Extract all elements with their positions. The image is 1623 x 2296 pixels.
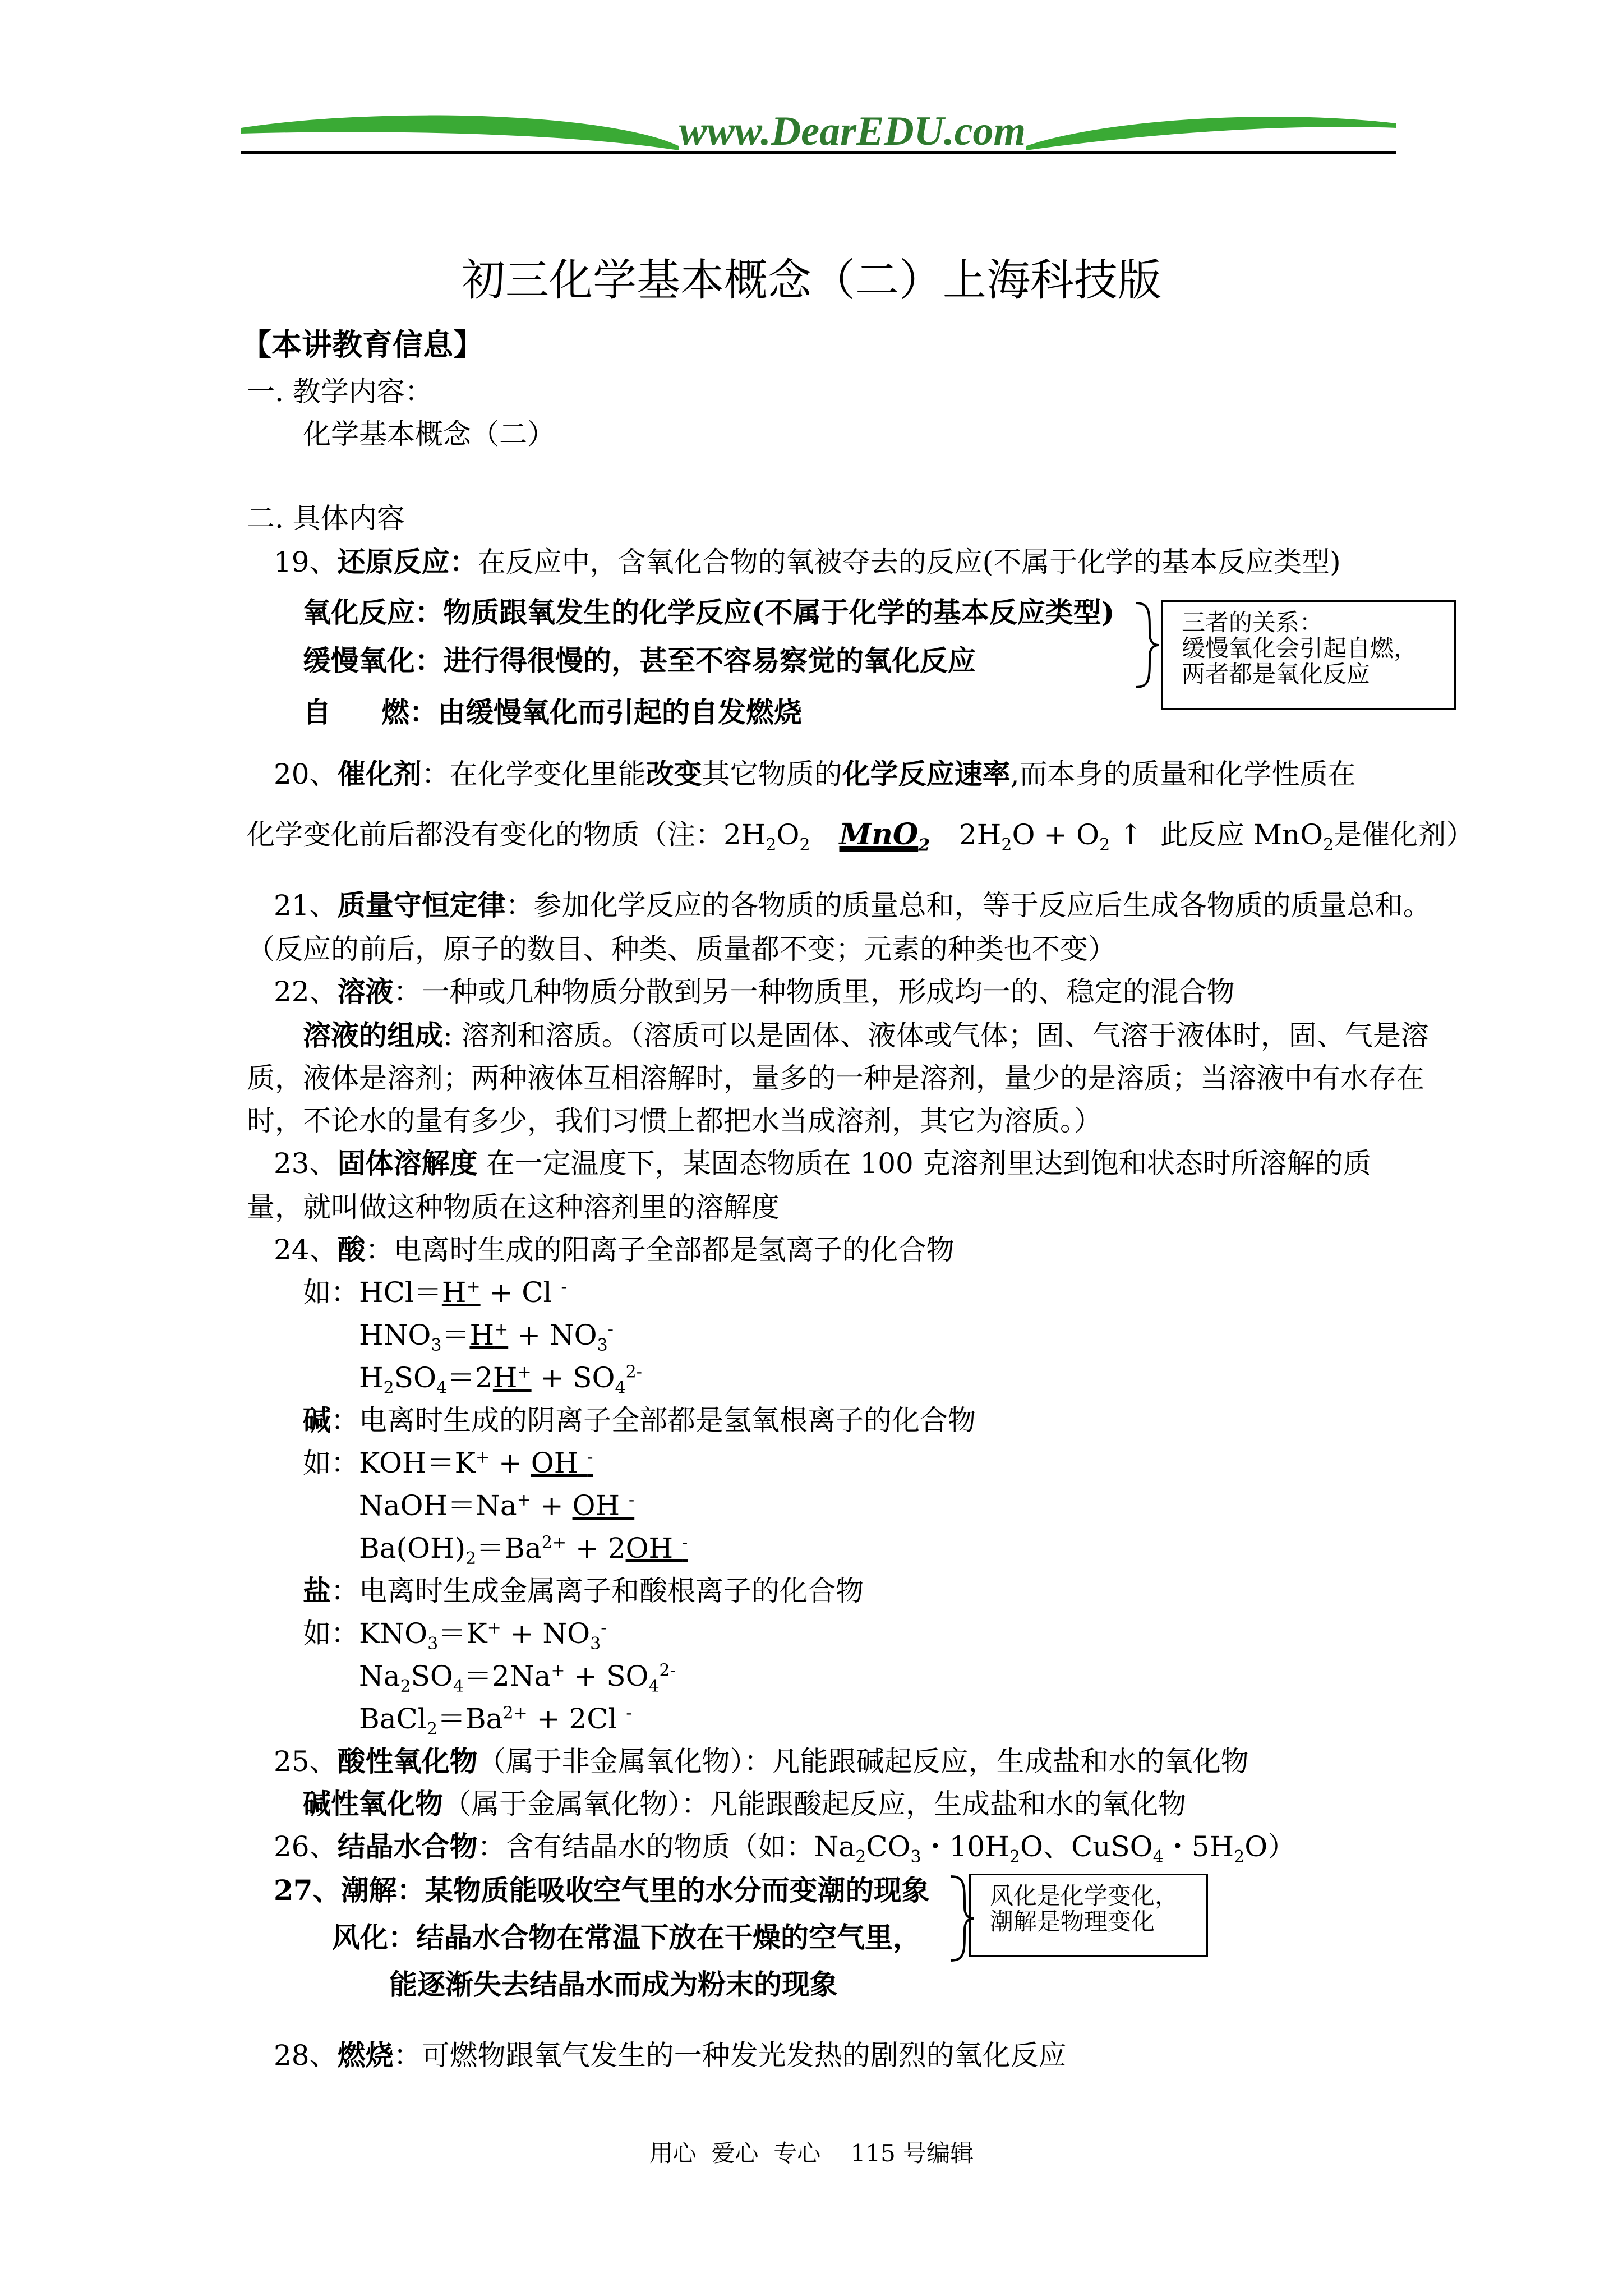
acid-eq-h2so4: $H_2SO_4=2H^+ + SO_4^{2-}$ [359, 1361, 642, 1398]
solution-composition-line3: 时，不论水的量有多少，我们习惯上都把水当成溶剂，其它为溶质。） [247, 1105, 1102, 1137]
item-23: 23、固体溶解度 在一定温度下，某固态物质在 100 克溶剂里达到饱和状态时所溶解的质 [274, 1147, 1371, 1180]
document-title: 初三化学基本概念（二）上海科技版 [461, 255, 1161, 306]
relation-note-box: 三者的关系： 缓慢氧化会引起自燃， 两者都是氧化反应 [1161, 600, 1456, 710]
catalyst-label: MnO$_2$ [839, 817, 930, 855]
salt-eq-kno3: 如：$KNO_3=K^+ + NO_3^-$ [303, 1617, 607, 1654]
salt-eq-na2so4: $Na_2SO_4=2Na^+ + SO_4^{2-}$ [359, 1660, 676, 1696]
part1-content: 化学基本概念（二） [303, 418, 555, 450]
item-21-line2: （反应的前后，原子的数目、种类、质量都不变；元素的种类也不变） [247, 933, 1116, 965]
salt-definition: 盐：电离时生成金属离子和酸根离子的化合物 [303, 1574, 864, 1607]
site-logo-text: www.DearEDU.com [679, 108, 1026, 154]
part1-heading: 一. 教学内容： [247, 375, 433, 408]
acid-eq-hcl: 如：HCl＝H+ + Cl - [303, 1276, 567, 1309]
acid-eq-hno3: $HNO_3=H^+ + NO_3^-$ [359, 1319, 614, 1355]
section-heading: 【本讲教育信息】 [241, 326, 483, 362]
change-note-box: 风化是化学变化， 潮解是物理变化 [969, 1874, 1208, 1957]
slow-oxidation: 缓慢氧化：进行得很慢的，甚至不容易察觉的氧化反应 [303, 644, 976, 677]
efflorescence-line2: 能逐渐失去结晶水而成为粉末的现象 [389, 1968, 838, 2001]
item-25: 25、酸性氧化物（属于非金属氧化物）：凡能跟碱起反应，生成盐和水的氧化物 [274, 1745, 1249, 1778]
base-definition: 碱：电离时生成的阴离子全部都是氢氧根离子的化合物 [303, 1404, 976, 1437]
base-eq-naoh: NaOH＝Na+ + OH - [359, 1489, 635, 1522]
efflorescence: 风化：结晶水合物在常温下放在干燥的空气里， [332, 1921, 921, 1954]
item-23-line2: 量，就叫做这种物质在这种溶剂里的溶解度 [247, 1191, 780, 1223]
solution-composition-line2: 质，液体是溶剂；两种液体互相溶解时，量多的一种是溶剂，量少的是溶质；当溶液中有水存在 [247, 1062, 1424, 1094]
salt-eq-bacl2: $BaCl_2=Ba^{2+} + 2Cl$ - [359, 1703, 632, 1739]
item-21: 21、质量守恒定律：参加化学反应的各物质的质量总和，等于反应后生成各物质的质量总和。 [274, 889, 1431, 922]
right-brace-icon [1133, 600, 1161, 690]
item-19: 19、还原反应：在反应中，含氧化合物的氧被夺去的反应(不属于化学的基本反应类型) [274, 545, 1341, 578]
base-eq-baoh2: $Ba(OH)_2=Ba^{2+} + 2OH$ - [359, 1532, 688, 1568]
oxidation-reaction: 氧化反应：物质跟氧发生的化学反应(不属于化学的基本反应类型) [303, 596, 1115, 629]
item-24: 24、酸：电离时生成的阳离子全部都是氢离子的化合物 [274, 1233, 955, 1266]
spontaneous-combustion: 自 燃：由缓慢氧化而引起的自发燃烧 [303, 696, 802, 729]
item-28: 28、燃烧：可燃物跟氧气发生的一种发光发热的剧烈的氧化反应 [274, 2039, 1067, 2072]
item-22: 22、溶液：一种或几种物质分散到另一种物质里，形成均一的、稳定的混合物 [274, 975, 1235, 1008]
solution-composition: 溶液的组成: 溶剂和溶质。（溶质可以是固体、液体或气体；固、气溶于液体时，固、气是溶 [303, 1019, 1429, 1052]
item-20-line2: 化学变化前后都没有变化的物质（注：$2H_2O_2$ MnO$_2$ $2H_2O + O_2$ ↑ 此反应 MnO$_2$是催化剂） [247, 817, 1474, 855]
site-logo [241, 101, 1396, 168]
item-20: 20、催化剂：在化学变化里能改变其它物质的化学反应速率,而本身的质量和化学性质在 [274, 757, 1356, 790]
page-footer: 用心 爱心 专心 115 号编辑 [649, 2139, 974, 2167]
part2-heading: 二. 具体内容 [247, 502, 405, 535]
item-27-deliquescence: 27、潮解：某物质能吸收空气里的水分而变潮的现象 [274, 1874, 930, 1907]
item-26: 26、结晶水合物：含有结晶水的物质（如：$Na_2CO_3$・$10H_2O$、CuSO$_4$・$5H_2O$） [274, 1830, 1296, 1867]
basic-oxide: 碱性氧化物（属于金属氧化物）：凡能跟酸起反应，生成盐和水的氧化物 [303, 1787, 1186, 1820]
base-eq-koh: 如：KOH＝K+ + OH - [303, 1447, 593, 1479]
